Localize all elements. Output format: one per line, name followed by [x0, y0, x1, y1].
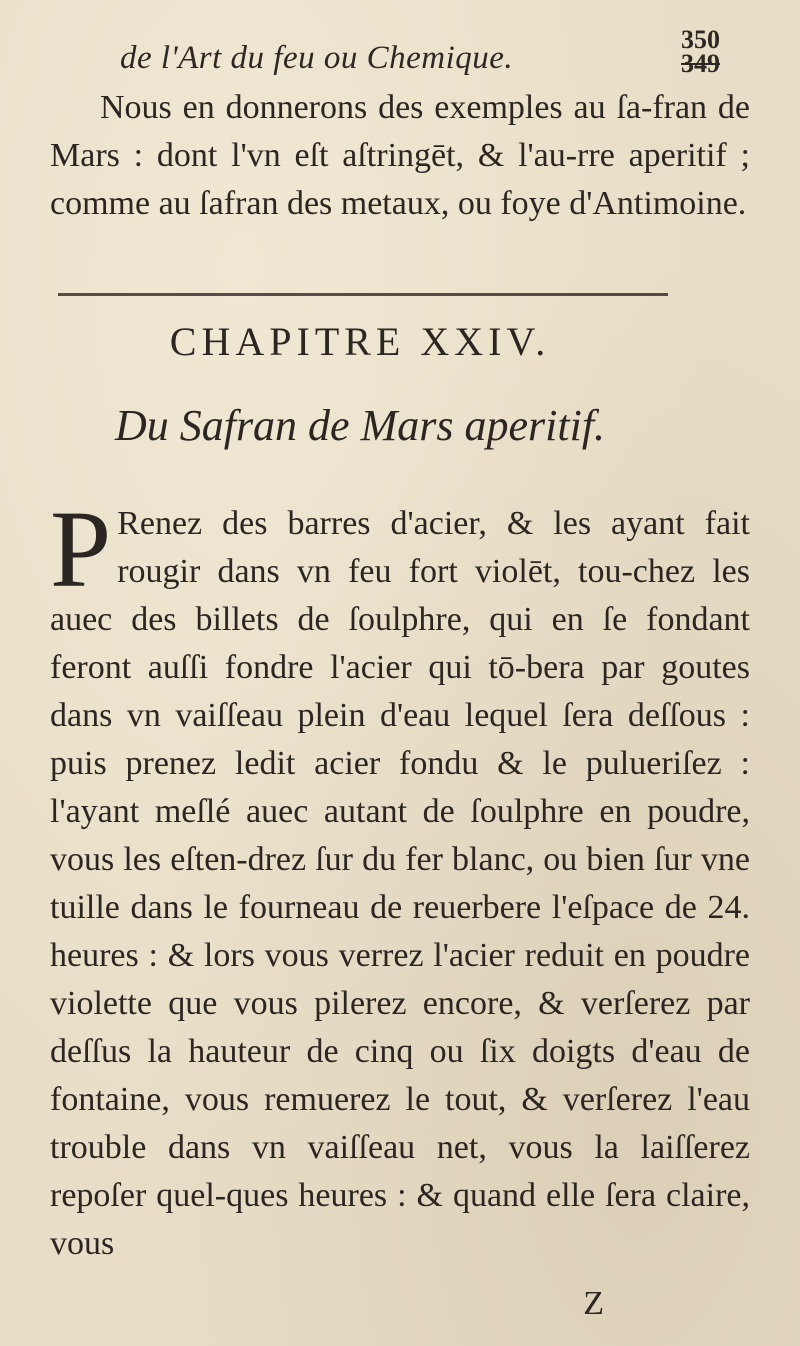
- intro-paragraph: Nous en donnerons des exemples au ſa-fran de Mars : dont l'vn eſt aſtringēt, & l'au-rre aperitif ; comme au ſafran des metaux, ou foye d'Antimoine.: [50, 89, 750, 222]
- chapter-title: CHAPITRE XXIV.: [169, 319, 551, 364]
- main-paragraph: [50, 488, 750, 1268]
- page-header: [120, 25, 720, 88]
- chapter-subtitle: Du Safran de Mars aperitif.: [114, 401, 606, 450]
- main-paragraph-text: Renez des barres d'acier, & les ayant fait rougir dans vn feu fort violēt, tou-chez les auec des billets de ſoulphre, qui en ſe fondant feront auſſi fondre l'acier qui tō-bera par goutes dans vn vaiſſeau plein d'eau lequel ſera deſſous : puis prenez ledit acier fondu & le pulueriſez : l'ayant meſlé auec autant de ſoulphre en poudre, vous les eſten-drez ſur du fer blanc, ou bien ſur vne tuille dans le fourneau de reuerbere l'eſpace de 24. heures : & lors vous verrez l'acier reduit en poudre violette que vous pilerez encore, & verſerez par deſſus la hauteur de cinq ou ſix doigts d'eau de fontaine, vous remuerez le tout, & verſerez l'eau trouble dans vn vaiſſeau net, vous la laiſſerez repoſer quel-ques heures : & quand elle ſera claire, vous: [50, 505, 750, 1262]
- page-number: [681, 25, 720, 78]
- drop-cap: P: [50, 488, 112, 610]
- section-divider: [58, 293, 668, 296]
- page-number-new: 350: [681, 25, 720, 54]
- page-number-old: 349: [681, 49, 720, 78]
- running-head: de l'Art du feu ou Chemique.: [120, 40, 514, 76]
- catchword: Z: [583, 1285, 604, 1322]
